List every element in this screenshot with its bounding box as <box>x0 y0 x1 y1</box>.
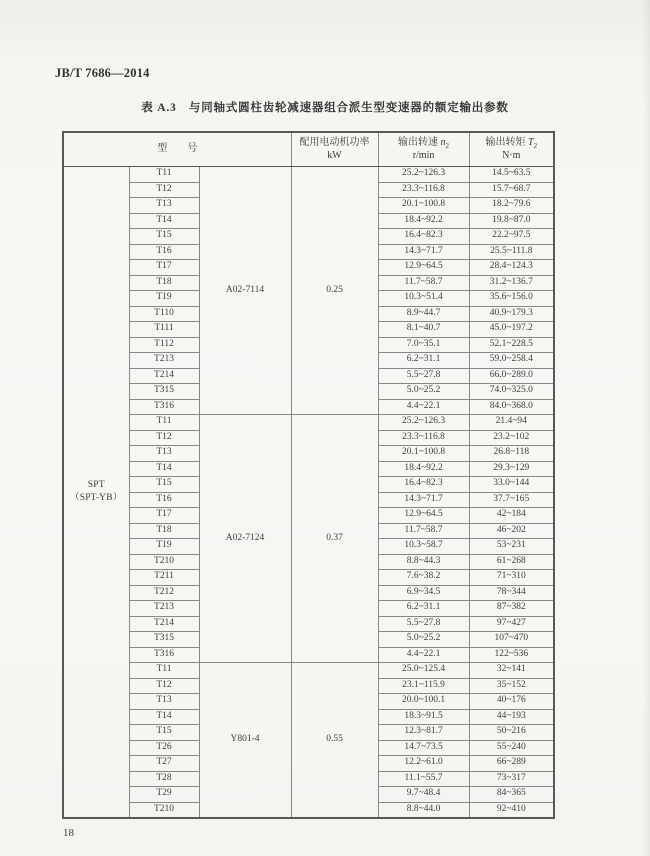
output-speed-cell: 4.4~22.1 <box>378 399 469 415</box>
output-speed-cell: 8.8~44.3 <box>378 554 469 570</box>
model-code-cell: T18 <box>129 275 199 291</box>
model-code-cell: T26 <box>129 740 199 756</box>
output-torque-cell: 44~193 <box>469 709 554 725</box>
output-torque-cell: 19.8~87.0 <box>469 213 554 229</box>
header-model <box>63 132 291 167</box>
output-speed-cell: 8.9~44.7 <box>378 306 469 322</box>
output-speed-cell: 23.1~115.9 <box>378 678 469 694</box>
output-torque-cell: 31.2~136.7 <box>469 275 554 291</box>
model-code-cell: T213 <box>129 601 199 617</box>
model-code-cell: T14 <box>129 461 199 477</box>
output-speed-cell: 5.0~25.2 <box>378 632 469 648</box>
output-torque-cell: 26.8~118 <box>469 446 554 462</box>
model-code-cell: T13 <box>129 694 199 710</box>
torque-symbol: T <box>528 136 534 148</box>
output-torque-cell: 52.1~228.5 <box>469 337 554 353</box>
output-speed-cell: 4.4~22.1 <box>378 647 469 663</box>
output-torque-cell: 37.7~165 <box>469 492 554 508</box>
output-speed-cell: 7.6~38.2 <box>378 570 469 586</box>
output-speed-cell: 7.0~35.1 <box>378 337 469 353</box>
output-torque-cell: 107~470 <box>469 632 554 648</box>
model-code-cell: T12 <box>129 182 199 198</box>
model-code-cell: T211 <box>129 570 199 586</box>
output-speed-cell: 6.2~31.1 <box>378 353 469 369</box>
output-speed-cell: 12.3~81.7 <box>378 725 469 741</box>
output-torque-cell: 32~141 <box>469 663 554 679</box>
model-code-cell: T315 <box>129 384 199 400</box>
model-code-cell: T27 <box>129 756 199 772</box>
output-torque-cell: 66.0~289.0 <box>469 368 554 384</box>
output-torque-cell: 53~231 <box>469 539 554 555</box>
speed-subscript: 2 <box>445 141 450 150</box>
output-speed-cell: 14.3~71.7 <box>378 244 469 260</box>
output-speed-cell: 5.0~25.2 <box>378 384 469 400</box>
output-speed-cell: 16.4~82.3 <box>378 477 469 493</box>
output-torque-cell: 40.9~179.3 <box>469 306 554 322</box>
motor-power-cell: 0.37 <box>291 415 378 663</box>
output-speed-cell: 8.8~44.0 <box>378 802 469 818</box>
output-torque-cell: 61~268 <box>469 554 554 570</box>
model-code-cell: T316 <box>129 399 199 415</box>
output-speed-cell: 20.1~100.8 <box>378 446 469 462</box>
header-power-unit: kW <box>327 150 342 161</box>
output-speed-cell: 12.2~61.0 <box>378 756 469 772</box>
output-speed-cell: 12.9~64.5 <box>378 508 469 524</box>
output-speed-cell: 25.2~126.3 <box>378 415 469 431</box>
model-code-cell: T16 <box>129 244 199 260</box>
output-speed-cell: 10.3~51.4 <box>378 291 469 307</box>
output-torque-cell: 55~240 <box>469 740 554 756</box>
output-torque-cell: 21.4~94 <box>469 415 554 431</box>
header-speed-unit: r/min <box>412 150 435 161</box>
output-torque-cell: 73~317 <box>469 771 554 787</box>
output-speed-cell: 12.9~64.5 <box>378 260 469 276</box>
header-power-label: 配用电动机功率 <box>299 136 370 148</box>
output-torque-cell: 122~536 <box>469 647 554 663</box>
model-code-cell: T316 <box>129 647 199 663</box>
model-code-cell: T13 <box>129 446 199 462</box>
output-speed-cell: 16.4~82.3 <box>378 229 469 245</box>
output-speed-cell: 9.7~48.4 <box>378 787 469 803</box>
model-code-cell: T14 <box>129 709 199 725</box>
output-speed-cell: 20.1~100.8 <box>378 198 469 214</box>
spec-table <box>62 131 555 819</box>
output-torque-cell: 71~310 <box>469 570 554 586</box>
output-speed-cell: 18.4~92.2 <box>378 213 469 229</box>
output-torque-cell: 74.0~325.0 <box>469 384 554 400</box>
model-code-cell: T210 <box>129 554 199 570</box>
header-torque-label: 输出转矩 $T_2$ <box>485 136 538 150</box>
motor-power-cell: 0.55 <box>291 663 378 818</box>
table-body <box>63 167 554 818</box>
header-speed-label: 输出转速 $n_2$ <box>398 136 450 150</box>
output-speed-cell: 11.7~58.7 <box>378 275 469 291</box>
output-torque-cell: 18.2~79.6 <box>469 198 554 214</box>
model-code-cell: T19 <box>129 291 199 307</box>
model-code-cell: T214 <box>129 368 199 384</box>
model-code-cell: T212 <box>129 585 199 601</box>
output-torque-cell: 15.7~68.7 <box>469 182 554 198</box>
header-torque-unit: N·m <box>502 150 521 161</box>
page-number: 18 <box>63 827 74 839</box>
model-code-cell: T213 <box>129 353 199 369</box>
series-cell <box>63 167 129 818</box>
output-torque-cell: 84.0~368.0 <box>469 399 554 415</box>
output-speed-cell: 8.1~40.7 <box>378 322 469 338</box>
output-torque-cell: 46~202 <box>469 523 554 539</box>
output-speed-cell: 5.5~27.8 <box>378 616 469 632</box>
model-code-cell: T11 <box>129 663 199 679</box>
model-code-cell: T14 <box>129 213 199 229</box>
output-speed-cell: 18.3~91.5 <box>378 709 469 725</box>
model-code-cell: T17 <box>129 508 199 524</box>
output-torque-cell: 35.6~156.0 <box>469 291 554 307</box>
model-code-cell: T16 <box>129 492 199 508</box>
model-code-cell: T210 <box>129 802 199 818</box>
output-speed-cell: 25.0~125.4 <box>378 663 469 679</box>
output-speed-cell: 5.5~27.8 <box>378 368 469 384</box>
model-code-cell: T315 <box>129 632 199 648</box>
model-code-cell: T214 <box>129 616 199 632</box>
output-torque-cell: 28.4~124.3 <box>469 260 554 276</box>
model-code-cell: T15 <box>129 229 199 245</box>
output-speed-cell: 6.2~31.1 <box>378 601 469 617</box>
output-torque-cell: 87~382 <box>469 601 554 617</box>
table-row <box>63 415 554 431</box>
output-torque-cell: 59.0~258.4 <box>469 353 554 369</box>
model-code-cell: T19 <box>129 539 199 555</box>
model-code-cell: T29 <box>129 787 199 803</box>
model-code-cell: T11 <box>129 167 199 183</box>
header-output-speed <box>378 132 469 167</box>
output-speed-cell: 23.3~116.8 <box>378 430 469 446</box>
output-torque-cell: 50~216 <box>469 725 554 741</box>
motor-model-cell: Y801-4 <box>199 663 291 818</box>
output-speed-cell: 25.2~126.3 <box>378 167 469 183</box>
output-speed-cell: 11.1~55.7 <box>378 771 469 787</box>
output-speed-cell: 14.3~71.7 <box>378 492 469 508</box>
output-torque-cell: 29.3~129 <box>469 461 554 477</box>
output-speed-cell: 6.9~34.5 <box>378 585 469 601</box>
table-row <box>63 663 554 679</box>
motor-model-cell: A02-7114 <box>199 167 291 415</box>
header-output-torque <box>469 132 554 167</box>
model-code-cell: T12 <box>129 430 199 446</box>
model-code-cell: T12 <box>129 678 199 694</box>
header-motor-power <box>291 132 378 167</box>
output-torque-cell: 45.0~197.2 <box>469 322 554 338</box>
table-row <box>63 167 554 183</box>
output-speed-cell: 18.4~92.2 <box>378 461 469 477</box>
model-code-cell: T11 <box>129 415 199 431</box>
output-torque-cell: 22.2~97.5 <box>469 229 554 245</box>
output-torque-cell: 40~176 <box>469 694 554 710</box>
output-torque-cell: 23.2~102 <box>469 430 554 446</box>
table-title: 表 A.3 与同轴式圆柱齿轮减速器组合派生型变速器的额定输出参数 <box>141 102 509 114</box>
motor-model-cell: A02-7124 <box>199 415 291 663</box>
model-code-cell: T15 <box>129 725 199 741</box>
series-label-line: （SPT-YB） <box>70 492 123 503</box>
output-torque-cell: 92~410 <box>469 802 554 818</box>
output-torque-cell: 78~344 <box>469 585 554 601</box>
output-torque-cell: 66~289 <box>469 756 554 772</box>
output-speed-cell: 11.7~58.7 <box>378 523 469 539</box>
model-code-cell: T28 <box>129 771 199 787</box>
speed-symbol: n <box>440 136 446 148</box>
header-model-label: 型 号 <box>157 143 198 155</box>
output-speed-cell: 10.3~58.7 <box>378 539 469 555</box>
motor-power-cell: 0.25 <box>291 167 378 415</box>
output-torque-cell: 35~152 <box>469 678 554 694</box>
output-speed-cell: 20.0~100.1 <box>378 694 469 710</box>
output-torque-cell: 33.0~144 <box>469 477 554 493</box>
torque-subscript: 2 <box>533 141 538 150</box>
output-speed-cell: 14.7~73.5 <box>378 740 469 756</box>
output-torque-cell: 14.5~63.5 <box>469 167 554 183</box>
series-label-line: SPT <box>87 479 105 490</box>
output-torque-cell: 42~184 <box>469 508 554 524</box>
output-speed-cell: 23.3~116.8 <box>378 182 469 198</box>
model-code-cell: T111 <box>129 322 199 338</box>
model-code-cell: T18 <box>129 523 199 539</box>
model-code-cell: T112 <box>129 337 199 353</box>
output-torque-cell: 25.5~111.8 <box>469 244 554 260</box>
output-torque-cell: 97~427 <box>469 616 554 632</box>
standard-code: JB/T 7686—2014 <box>55 66 150 80</box>
model-code-cell: T110 <box>129 306 199 322</box>
model-code-cell: T13 <box>129 198 199 214</box>
output-torque-cell: 84~365 <box>469 787 554 803</box>
model-code-cell: T17 <box>129 260 199 276</box>
table-header-row <box>63 132 554 167</box>
model-code-cell: T15 <box>129 477 199 493</box>
